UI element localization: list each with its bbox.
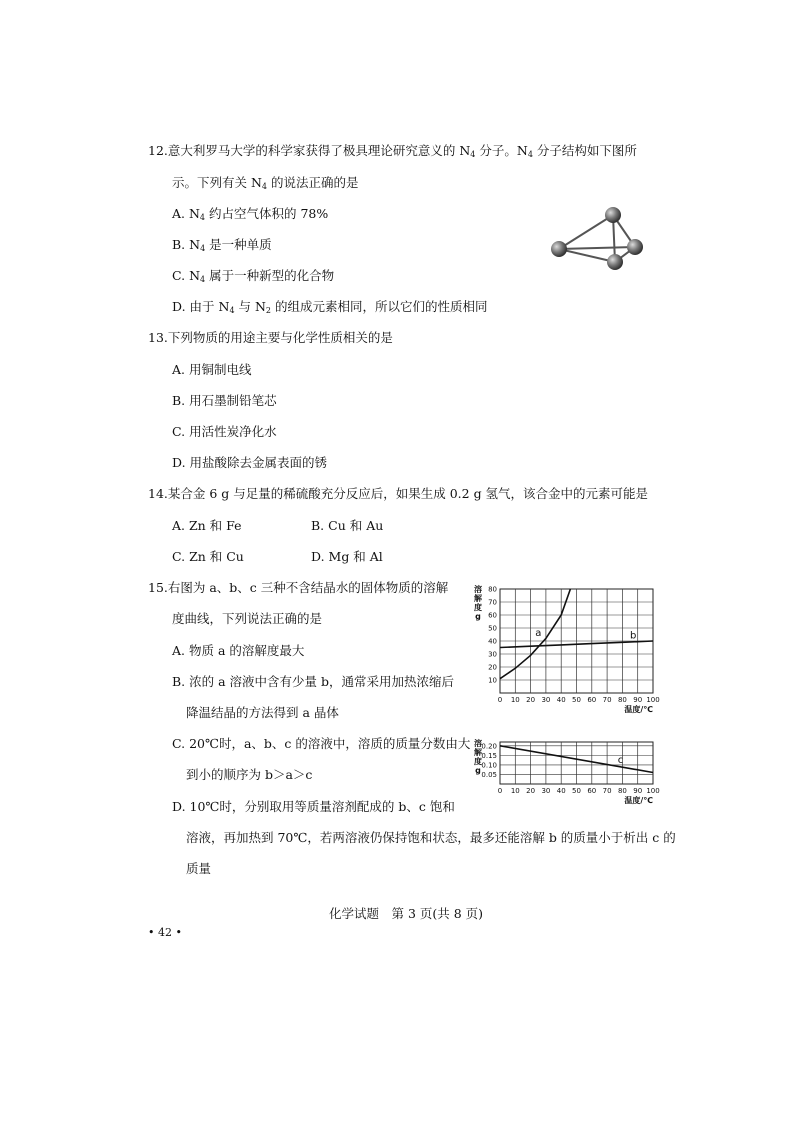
series-label-c: c: [617, 755, 624, 766]
y-tick-label: 70: [488, 598, 497, 607]
x-axis-label: 温度/℃: [624, 705, 653, 714]
q13-option-c: C. 用活性炭净化水: [172, 424, 277, 439]
atom-front: [607, 254, 623, 270]
x-tick-label: 100: [646, 696, 660, 704]
x-tick-label: 0: [497, 787, 503, 795]
x-tick-label: 70: [602, 787, 612, 795]
y-tick-label: 40: [488, 637, 497, 646]
y-axis-label-char: 溶: [474, 739, 482, 748]
x-tick-label: 100: [646, 787, 660, 795]
atom-top: [605, 207, 621, 223]
q13-option-a: A. 用铜制电线: [172, 362, 252, 377]
q13-stem: 13.下列物质的用途主要与化学性质相关的是: [148, 330, 393, 345]
q14-stem: 14.某合金 6 g 与足量的稀硫酸充分反应后，如果生成 0.2 g 氢气，该合金中的元素可能是: [148, 486, 649, 501]
x-tick-label: 40: [556, 787, 566, 795]
y-tick-label: 60: [488, 611, 497, 620]
q12-option-d: D. 由于 $N_4$ 与 $N_2$ 的组成元素相同，所以它们的性质相同: [172, 299, 488, 315]
y-axis-label-char: g: [475, 766, 481, 775]
solubility-chart-c: [468, 736, 668, 812]
x-tick-label: 20: [526, 787, 536, 795]
atom-right: [627, 239, 643, 255]
q13-option-d: D. 用盐酸除去金属表面的锈: [172, 455, 328, 470]
y-tick-label: 10: [488, 676, 497, 685]
q14-option-a: A. Zn 和 Fe: [172, 518, 242, 533]
q15-stem-line1: 15.右图为 a、b、c 三种不含结晶水的固体物质的溶解: [148, 580, 449, 595]
q12-option-a: A. $N_4$ 约占空气体积的 78%: [172, 206, 329, 222]
q15-option-b-line2: 降温结晶的方法得到 a 晶体: [186, 705, 339, 720]
q13-option-b: B. 用石墨制铅笔芯: [172, 393, 277, 408]
x-tick-label: 60: [587, 696, 597, 704]
y-tick-label: 0.10: [481, 761, 497, 770]
x-tick-label: 30: [541, 696, 551, 704]
solubility-chart-ab: [468, 582, 668, 714]
series-label-b: b: [630, 630, 637, 642]
q12-stem-line2: 示。下列有关 $N_4$ 的说法正确的是: [172, 175, 359, 191]
y-tick-label: 50: [488, 624, 497, 633]
series-label-a: a: [535, 627, 542, 639]
q15-option-b-line1: B. 浓的 a 溶液中含有少量 b，通常采用加热浓缩后: [172, 674, 455, 689]
n4-molecule-figure: [540, 200, 650, 280]
x-tick-label: 70: [602, 696, 612, 704]
x-tick-label: 20: [526, 696, 536, 704]
q14-option-b: B. Cu 和 Au: [311, 518, 384, 533]
x-tick-label: 60: [587, 787, 597, 795]
atom-left: [551, 241, 567, 257]
x-tick-label: 10: [510, 696, 520, 704]
q15-option-c-line2: 到小的顺序为 b＞a＞c: [186, 767, 313, 782]
x-tick-label: 0: [497, 696, 503, 704]
y-tick-label: 0.05: [481, 770, 497, 779]
y-tick-label: 0.20: [481, 742, 497, 751]
x-tick-label: 10: [510, 787, 520, 795]
x-axis-label: 温度/℃: [624, 796, 653, 805]
q15-stem-line2: 度曲线，下列说法正确的是: [172, 611, 323, 626]
q14-option-d: D. Mg 和 Al: [311, 549, 383, 564]
q12-option-b: B. $N_4$ 是一种单质: [172, 237, 272, 253]
y-tick-label: 30: [488, 650, 497, 659]
page-number: • 42 •: [148, 926, 182, 939]
y-axis-label-char: 解: [474, 594, 482, 603]
page-footer-title: 化学试题 第 3 页(共 8 页): [329, 906, 484, 921]
x-tick-label: 50: [572, 787, 581, 795]
q15-option-d-line2: 溶液，再加热到 70℃，若两溶液仍保持饱和状态，最多还能溶解 b 的质量小于析出 c 的: [186, 830, 676, 845]
y-tick-label: 80: [488, 585, 497, 594]
y-axis-label-char: 度: [474, 603, 482, 612]
x-tick-label: 40: [556, 696, 566, 704]
y-axis-label-char: g: [475, 612, 481, 621]
x-tick-label: 80: [617, 696, 627, 704]
y-axis-label-char: 度: [474, 757, 482, 766]
x-tick-label: 90: [633, 787, 643, 795]
y-axis-label-char: 解: [474, 748, 482, 757]
y-axis-label-char: 溶: [474, 585, 482, 594]
x-tick-label: 80: [617, 787, 627, 795]
x-tick-label: 50: [572, 696, 581, 704]
x-tick-label: 90: [633, 696, 643, 704]
q12-stem-line1: 12.意大利罗马大学的科学家获得了极具理论研究意义的 $N_4$ 分子。$N_4$ 分子结构如下图所: [148, 143, 637, 159]
q15-option-d-line1: D. 10℃时，分别取用等质量溶剂配成的 b、c 饱和: [172, 799, 455, 814]
y-tick-label: 0.15: [481, 751, 497, 760]
q15-option-a: A. 物质 a 的溶解度最大: [172, 643, 305, 658]
q14-option-c: C. Zn 和 Cu: [172, 549, 244, 564]
q12-option-c: C. $N_4$ 属于一种新型的化合物: [172, 268, 335, 284]
q15-option-c-line1: C. 20℃时，a、b、c 的溶液中，溶质的质量分数由大: [172, 736, 471, 751]
q15-option-d-line3: 质量: [186, 861, 212, 876]
y-tick-label: 20: [488, 663, 497, 672]
x-tick-label: 30: [541, 787, 551, 795]
